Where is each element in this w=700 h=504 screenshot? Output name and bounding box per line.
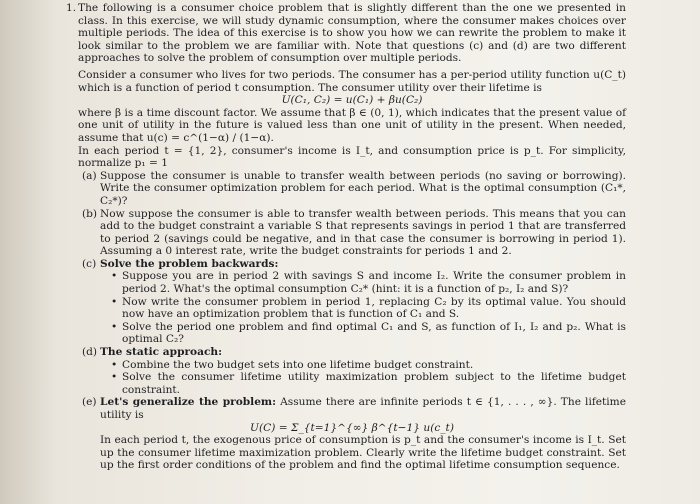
item-b <box>78 208 626 258</box>
lifetime-utility-equation: U(C₁, C₂) = u(C₁) + βu(C₂) <box>281 94 423 107</box>
item-d-bullet: • Solve the consumer lifetime utility maximization problem subject to the lifetime budget constraint. <box>122 371 626 396</box>
item-e-label: (e) <box>82 396 97 409</box>
beta-paragraph: where β is a time discount factor. We assume that β ∈ (0, 1), which indicates that the present value of one unit of utility in the future is valued less than one unit of utility in the present. When needed, assume that u(c) = c^(1−α) / (1−α). <box>78 106 626 144</box>
item-a-label: (a) <box>82 169 97 182</box>
problem-number: 1. <box>66 2 77 14</box>
item-c-title: Solve the problem backwards: <box>100 257 279 270</box>
period-paragraph: In each period t = {1, 2}, consumer's income is I_t, and consumption price is p_t. For simplicity, normalize p₁ = 1 <box>78 144 626 170</box>
item-b-text: Now suppose the consumer is able to transfer wealth between periods. This means that you can add to the budget constraint a variable S that represents savings in period 1 that are transferred to period 2 (savings could be negative, and in that case the consumer is borrowing in period 1). Assuming a 0 interest rate, write the budget constraints for periods 1 and 2. <box>100 207 626 258</box>
consider-paragraph: Consider a consumer who lives for two periods. The consumer has a per-period utility function u(C_t) which is a function of period t consumption. The consumer utility over their lifetime is <box>78 68 626 94</box>
infinite-utility-equation: U(C) = Σ_{t=1}^{∞} β^{t−1} u(c_t) <box>250 421 454 434</box>
item-e-text: Assume there are infinite periods t ∈ {1, . . . , ∞}. The lifetime utility is <box>100 396 626 421</box>
item-a <box>78 170 626 208</box>
item-c-bullet: • Now write the consumer problem in period 1, replacing C₂ by its optimal value. You should now have an optimization problem that is function of C₁ and S. <box>122 296 626 321</box>
item-d <box>78 346 626 359</box>
item-a-text: Suppose the consumer is unable to transfer wealth between periods (no saving or borrowing). Write the consumer optimization problem for each period. What is the optimal consumption (C₁*, C₂*)? <box>100 169 626 207</box>
item-d-label: (d) <box>82 346 98 359</box>
item-d-bullet: • Combine the two budget sets into one lifetime budget constraint. <box>122 359 626 372</box>
item-c-label: (c) <box>82 257 97 270</box>
intro-paragraph: The following is a consumer choice problem that is slightly different than the one we presented in class. In this exercise, we will study dynamic consumption, where the consumer makes choices over multiple periods. The idea of this exercise is to show you how we can rewrite the problem to make it look similar to the problem we are familiar with. Note that questions (c) and (d) are two different approaches to solve the problem of consumption over multiple periods. <box>78 2 626 65</box>
item-d-bullets <box>78 359 626 397</box>
item-b-label: (b) <box>82 207 98 220</box>
problem-sheet <box>66 0 626 472</box>
item-c-bullets <box>78 270 626 346</box>
item-e-followup: In each period t, the exogenous price of consumption is p_t and the consumer's income is I_t. Set up the consumer lifetime maximization problem. Clearly write the lifetime budget constraint. Set up the first order conditions of the problem and find the optimal lifetime consumption sequence. <box>100 434 626 472</box>
item-e-title: Let's generalize the problem: <box>100 396 277 409</box>
item-c-bullet: • Suppose you are in period 2 with savings S and income I₂. Write the consumer problem in period 2. What's the optimal consumption C₂* (hint: it is a function of p₂, I₂ and S)? <box>122 270 626 295</box>
item-d-title: The static approach: <box>100 346 223 359</box>
item-c-bullet: • Solve the period one problem and find optimal C₁ and S, as function of I₁, I₂ and p₂. What is optimal C₂? <box>122 321 626 346</box>
item-e <box>78 396 626 421</box>
item-c <box>78 258 626 271</box>
